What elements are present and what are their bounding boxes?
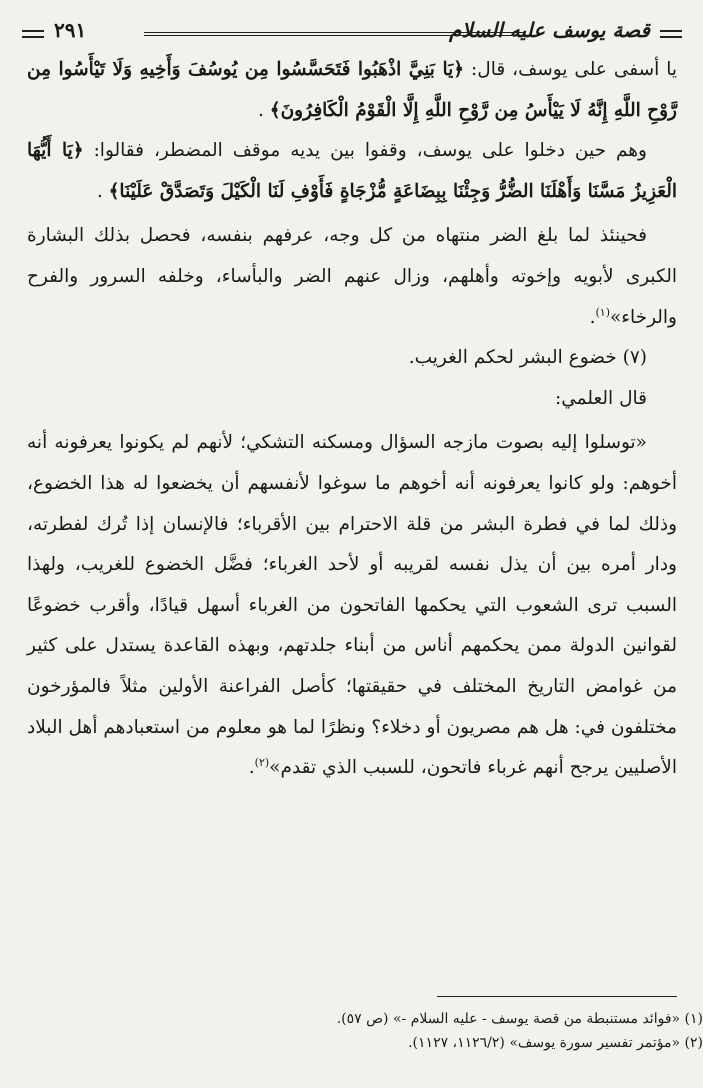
- quran-verse: ﴿يَا بَنِيَّ اذْهَبُوا فَتَحَسَّسُوا مِن يُوسُفَ وَأَخِيهِ وَلَا تَيْأَسُوا مِن رَّوْحِ اللَّهِ إِنَّهُ لَا يَيْأَسُ مِن رَّوْحِ اللَّهِ إِلَّا الْقَوْمُ الْكَافِرُونَ﴾: [27, 59, 677, 121]
- paragraph-1: [27, 50, 677, 131]
- footnote-2: (٢) «مؤتمر تفسير سورة يوسف» (١١٢٦/٢، ١١٢٧).: [408, 1035, 703, 1051]
- footnote-ref: (٢): [254, 755, 270, 769]
- header-rule: [660, 30, 682, 32]
- header-rule: [22, 30, 44, 32]
- page-body: [27, 50, 677, 789]
- chapter-title: قصة يوسف عليه السلام: [449, 18, 650, 42]
- paragraph-text: فحينئذ لما بلغ الضر منتهاه من كل وجه، عرفهم بنفسه، فحصل بذلك البشارة الكبرى لأبويه وإخوته وأهلهم، وزال عنهم الضر والبأساء، وخلفه السرور والفرح والرخاء»: [27, 225, 677, 328]
- punctuation: .: [257, 99, 264, 121]
- paragraph-text: «توسلوا إليه بصوت مازجه السؤال ومسكنه التشكي؛ لأنهم لم يكونوا يعرفونه أنه أخوهم: ولو كانوا يعرفونه أنه أخوهم ما سوغوا لأنفسهم أن يخضعوا له هذا الخضوع، وذلك لما في فطرة البشر من قلة الاحترام بين الأقرباء؛ فالإنسان إذا تُرك لفطرته، ودار أمره بين أن يذل نفسه لقريبه أو لأحد الغرباء؛ فضَّل الخضوع للغريب، ولهذا السبب ترى الشعوب التي يحكمها الفاتحون من الغرباء أسهل قيادًا، وأقرب خضوعًا لقوانين الدولة ممن يحكمهم أناس من أبناء جلدتهم، وبهذه القاعدة يستدل على كثير من غوامض التاريخ المختلف في حقيقتها؛ كأصل الفراعنة الأولين مثلاً فالمؤرخون مختلفون في: هل هم مصريون أو دخلاء؟ ونظرًا لما هو معلوم من استعبادهم أهل البلاد الأصليين يرجح أنهم غرباء فاتحون، للسبب الذي تقدم»: [27, 432, 677, 779]
- punctuation: .: [589, 306, 596, 328]
- page-number: ٢٩١: [54, 18, 87, 42]
- paragraph-3: [27, 216, 677, 338]
- speaker-line: قال العلمي:: [555, 387, 647, 409]
- punctuation: .: [96, 180, 103, 202]
- footnote-1: (١) «فوائد مستنبطة من قصة يوسف - عليه السلام -» (ص ٥٧).: [336, 1011, 703, 1027]
- section-heading: (٧) خضوع البشر لحكم الغريب.: [408, 347, 647, 369]
- punctuation: .: [248, 757, 255, 779]
- header-rule: [22, 36, 44, 38]
- header-rule: [660, 36, 682, 38]
- footnote-ref: (١): [595, 305, 610, 319]
- paragraph-text: وهم حين دخلوا على يوسف، وقفوا بين يديه موقف المضطر، فقالوا:: [93, 140, 647, 162]
- running-header: [22, 16, 682, 50]
- paragraph-2: [27, 131, 677, 212]
- header-double-rule: [144, 32, 524, 36]
- paragraph-text: يا أسفى على يوسف، قال:: [471, 59, 678, 80]
- quran-verse: ﴿يَا أَيُّهَا الْعَزِيزُ مَسَّنَا وَأَهْلَنَا الضُّرُّ وَجِئْنَا بِبِضَاعَةٍ مُّزْجَاةٍ فَأَوْفِ لَنَا الْكَيْلَ وَتَصَدَّقْ عَلَيْنَا﴾: [27, 140, 677, 202]
- footnote-separator: [437, 996, 677, 997]
- paragraph-4: [27, 423, 677, 788]
